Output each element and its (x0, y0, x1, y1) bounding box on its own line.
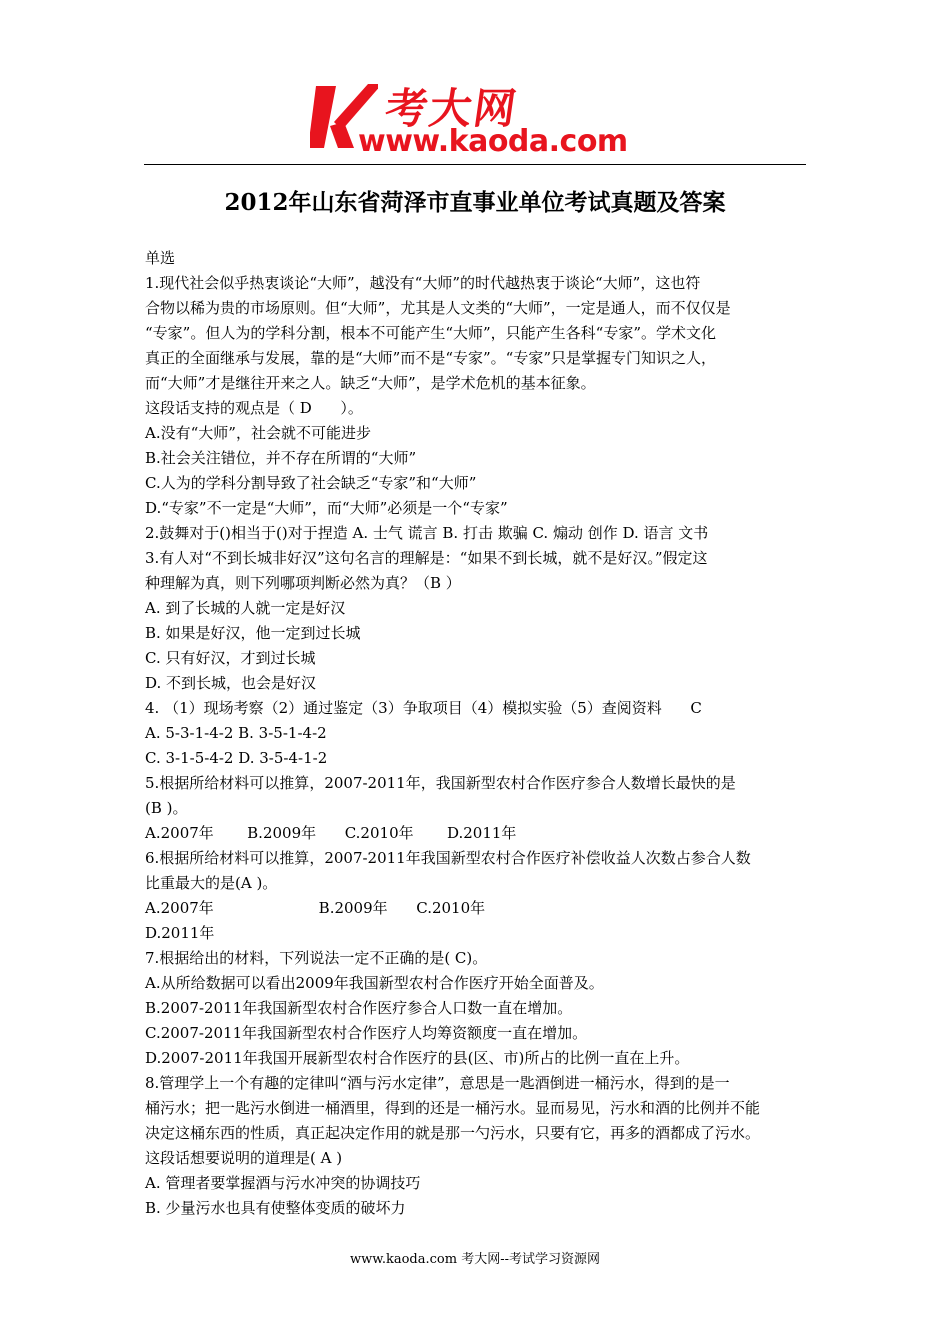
page-footer[interactable]: www.kaoda.com 考大网--考试学习资源网 (350, 1252, 600, 1267)
text-line: B.2007-2011年我国新型农村合作医疗参合人口数一直在增加。 (145, 999, 573, 1017)
text-line: A. 管理者要掌握酒与污水冲突的协调技巧 (145, 1174, 421, 1192)
logo-brand-text: 考大网 (382, 84, 522, 133)
text-line: 1.现代社会似乎热衷谈论“大师”，越没有“大师”的时代越热衷于谈论“大师”，这也符 (145, 274, 701, 292)
text-line: C. 只有好汉，才到过长城 (145, 649, 316, 667)
text-line: C.2007-2011年我国新型农村合作医疗人均筹资额度一直在增加。 (145, 1024, 588, 1042)
text-line: B.社会关注错位，并不存在所谓的“大师” (145, 449, 417, 467)
text-line: A.从所给数据可以看出2009年我国新型农村合作医疗开始全面普及。 (145, 974, 604, 992)
text-line: 桶污水；把一匙污水倒进一桶酒里，得到的还是一桶污水。显而易见，污水和酒的比例并不能 (145, 1099, 761, 1117)
text-line: 3.有人对“不到长城非好汉”这句名言的理解是：“如果不到长城，就不是好汉。”假定这 (145, 549, 708, 567)
text-line: D. 不到长城，也会是好汉 (145, 674, 317, 692)
text-line: 种理解为真，则下列哪项判断必然为真？（B ） (145, 574, 461, 592)
text-line: (B )。 (145, 799, 188, 817)
text-line: 7.根据给出的材料，下列说法一定不正确的是( C)。 (145, 949, 488, 967)
text-line: “专家”。但人为的学科分割，根本不可能产生“大师”，只能产生各科“专家”。学术文化 (145, 324, 717, 342)
document-body (145, 246, 810, 1221)
document-title: 2012年山东省菏泽市直事业单位考试真题及答案 (224, 189, 726, 216)
text-line: 4. （1）现场考察（2）通过鉴定（3）争取项目（4）模拟实验（5）查阅资料 C (145, 699, 702, 717)
text-line: A.2007年 B.2009年 C.2010年 D.2011年 (145, 824, 517, 842)
text-line: A. 到了长城的人就一定是好汉 (145, 599, 346, 617)
text-line: 真正的全面继承与发展，靠的是“大师”而不是“专家”。“专家”只是掌握专门知识之人， (145, 349, 717, 367)
text-line: B. 如果是好汉，他一定到过长城 (145, 624, 361, 642)
text-line: 单选 (145, 249, 176, 267)
text-line: 6.根据所给材料可以推算，2007-2011年我国新型农村合作医疗补偿收益人次数占参合人数 (145, 849, 751, 867)
text-line: 2.鼓舞对于()相当于()对于捏造 A. 士气 谎言 B. 打击 欺骗 C. 煽动 创作 D. 语言 文书 (145, 524, 709, 542)
text-line: A. 5-3-1-4-2 B. 3-5-1-4-2 (145, 724, 327, 742)
text-line: 5.根据所给材料可以推算，2007-2011年，我国新型农村合作医疗参合人数增长最快的是 (145, 774, 736, 792)
text-line: A.没有“大师”，社会就不可能进步 (145, 424, 371, 442)
text-line: 这段话支持的观点是（ D ）。 (145, 399, 363, 417)
text-line: C. 3-1-5-4-2 D. 3-5-4-1-2 (145, 749, 328, 767)
text-line: 8.管理学上一个有趣的定律叫“酒与污水定律”，意思是一匙酒倒进一桶污水，得到的是一 (145, 1074, 730, 1092)
text-line: D.“专家”不一定是“大师”，而“大师”必须是一个“专家” (145, 499, 508, 517)
text-line: D.2011年 (145, 924, 215, 942)
logo-url-text: www.kaoda.com (358, 124, 628, 159)
text-line: 合物以稀为贵的市场原则。但“大师”，尤其是人文类的“大师”，一定是通人，而不仅仅是 (145, 299, 731, 317)
text-line: C.人为的学科分割导致了社会缺乏“专家”和“大师” (145, 474, 477, 492)
text-line: 决定这桶东西的性质，真正起决定作用的就是那一勺污水，只要有它，再多的酒都成了污水。 (145, 1124, 761, 1142)
header-divider (144, 164, 806, 165)
text-line: 这段话想要说明的道理是( A ) (145, 1149, 343, 1167)
text-line: 而“大师”才是继往开来之人。缺乏“大师”，是学术危机的基本征象。 (145, 374, 596, 392)
text-line: 比重最大的是(A )。 (145, 874, 278, 892)
text-line: A.2007年 B.2009年 C.2010年 (145, 899, 486, 917)
text-line: B. 少量污水也具有使整体变质的破坏力 (145, 1199, 406, 1217)
kaoda-logo[interactable] (310, 78, 650, 160)
text-line: D.2007-2011年我国开展新型农村合作医疗的县(区、市)所占的比例一直在上升。 (145, 1049, 690, 1067)
